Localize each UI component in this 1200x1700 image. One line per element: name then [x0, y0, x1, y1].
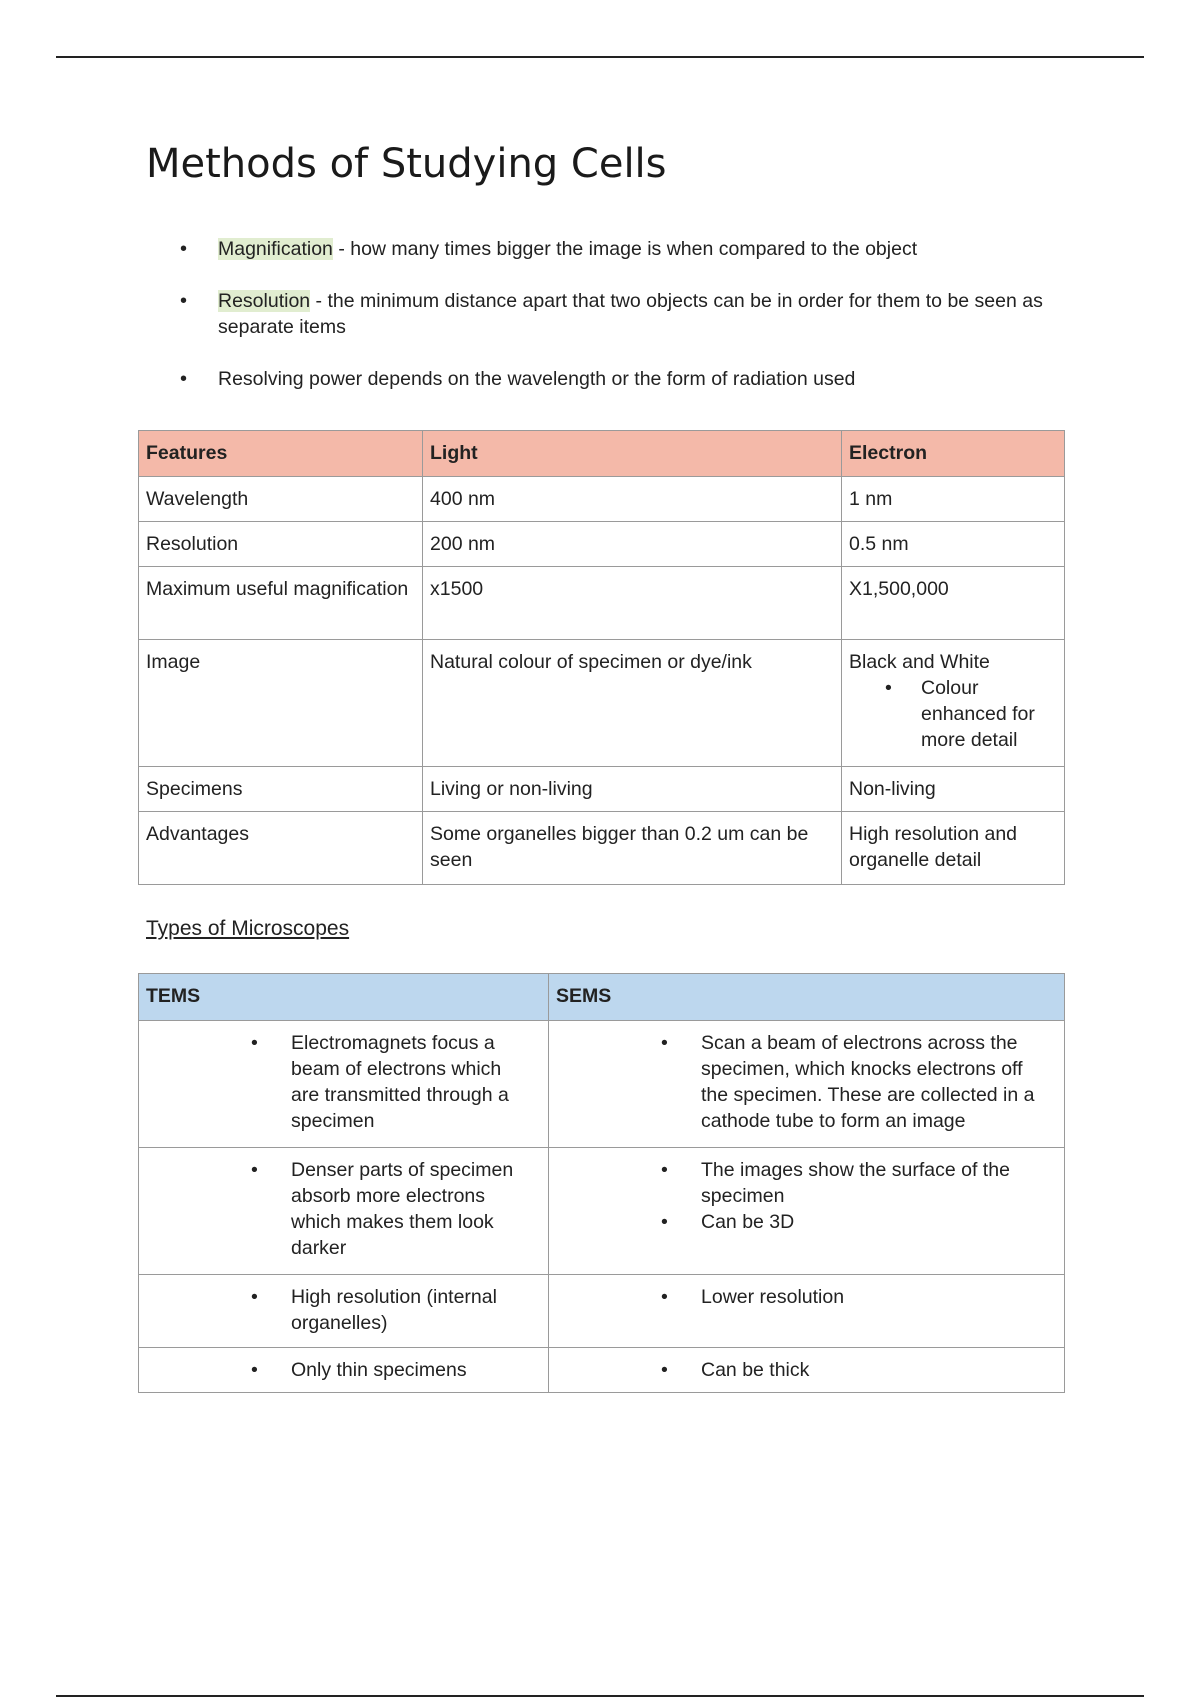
feature-cell: Resolution: [139, 522, 423, 567]
footer-rule: [56, 1695, 1144, 1697]
microscope-types-table: [138, 973, 1065, 1393]
definitions-list: [180, 236, 1060, 392]
electron-cell: 0.5 nm: [842, 522, 1065, 567]
light-cell: Natural colour of specimen or dye/ink: [423, 640, 842, 767]
definition-resolution: [180, 288, 1060, 340]
electron-cell: X1,500,000: [842, 567, 1065, 640]
sems-cell: [549, 1348, 1065, 1393]
list-item: • Can be 3D: [549, 1209, 1050, 1235]
definition-text: Resolving power depends on the wavelength or the form of radiation used: [218, 368, 856, 390]
table-row: [139, 1275, 1065, 1348]
sems-cell: [549, 1148, 1065, 1275]
list-item: • Electromagnets focus a beam of electrons which are transmitted through a specimen: [139, 1030, 534, 1134]
definition-text: - how many times bigger the image is when compared to the object: [332, 238, 918, 260]
types-heading: Types of Microscopes: [146, 917, 350, 940]
list-item: • Denser parts of specimen absorb more electrons which makes them look darker: [139, 1157, 534, 1261]
electron-cell-text: Black and White: [849, 651, 990, 673]
feature-cell: Image: [139, 640, 423, 767]
table-row: [139, 522, 1065, 567]
sems-cell: [549, 1275, 1065, 1348]
definition-magnification: [180, 236, 1060, 262]
table-header-row: [139, 431, 1065, 477]
tems-cell: [139, 1275, 549, 1348]
definition-term: Resolution: [218, 290, 311, 312]
definition-resolving-power: [180, 366, 1060, 392]
light-cell: Some organelles bigger than 0.2 um can be seen: [423, 812, 842, 885]
feature-cell: Wavelength: [139, 477, 423, 522]
table-row: [139, 767, 1065, 812]
list-item: • Colour enhanced for more detail: [849, 675, 1057, 753]
list-item: • Scan a beam of electrons across the specimen, which knocks electrons off the specimen. These are collected in a cathode tube to form an image: [549, 1030, 1050, 1134]
table-row: [139, 1148, 1065, 1275]
list-item: • Only thin specimens: [139, 1357, 534, 1383]
column-header: Features: [139, 431, 423, 477]
column-header: TEMS: [139, 974, 549, 1021]
column-header: Electron: [842, 431, 1065, 477]
light-cell: 400 nm: [423, 477, 842, 522]
list-item: • The images show the surface of the specimen: [549, 1157, 1050, 1209]
microscope-comparison-table: [138, 430, 1065, 885]
definition-text: - the minimum distance apart that two objects can be in order for them to be seen as separate items: [218, 290, 1043, 338]
light-cell: x1500: [423, 567, 842, 640]
electron-cell: Non-living: [842, 767, 1065, 812]
column-header: Light: [423, 431, 842, 477]
electron-cell-list: [849, 675, 1057, 753]
feature-cell: Maximum useful magnification: [139, 567, 423, 640]
electron-cell: [842, 640, 1065, 767]
table-row: [139, 640, 1065, 767]
sems-cell: [549, 1021, 1065, 1148]
table-row: [139, 812, 1065, 885]
list-item: • Can be thick: [549, 1357, 1050, 1383]
definition-term: Magnification: [218, 238, 333, 260]
column-header: SEMS: [549, 974, 1065, 1021]
tems-cell: [139, 1148, 549, 1275]
electron-cell: High resolution and organelle detail: [842, 812, 1065, 885]
feature-cell: Advantages: [139, 812, 423, 885]
feature-cell: Specimens: [139, 767, 423, 812]
tems-cell: [139, 1021, 549, 1148]
electron-cell: 1 nm: [842, 477, 1065, 522]
table-row: [139, 1021, 1065, 1148]
table-row: [139, 567, 1065, 640]
light-cell: 200 nm: [423, 522, 842, 567]
page-title: Methods of Studying Cells: [146, 141, 667, 187]
table-row: [139, 1348, 1065, 1393]
list-item: • High resolution (internal organelles): [139, 1284, 534, 1336]
header-rule: [56, 56, 1144, 58]
light-cell: Living or non-living: [423, 767, 842, 812]
list-item: • Lower resolution: [549, 1284, 1050, 1310]
table-row: [139, 477, 1065, 522]
table-header-row: [139, 974, 1065, 1021]
tems-cell: [139, 1348, 549, 1393]
